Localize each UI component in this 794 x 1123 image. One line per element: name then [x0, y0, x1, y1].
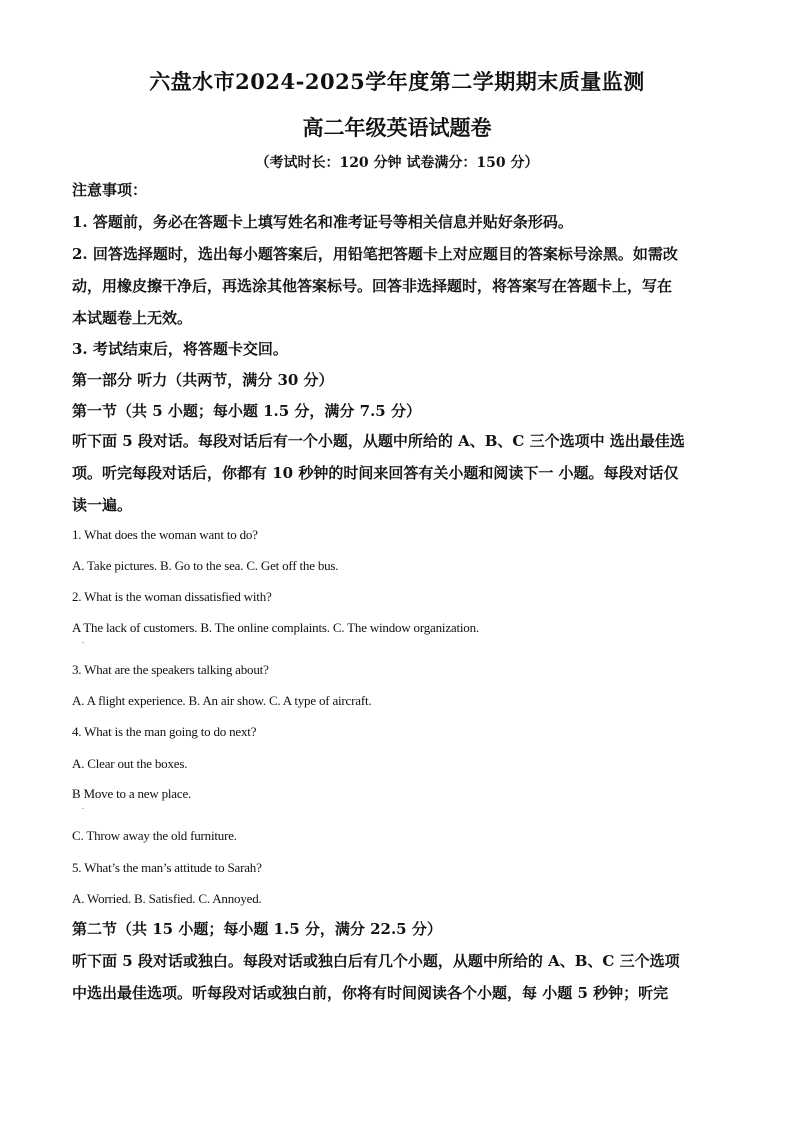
- instruction-line: 中选出最佳选项。听每段对话或独白前，你将有时间阅读各个小题，每 小题 5 秒钟；听完: [72, 984, 669, 1002]
- instruction-line: 听下面 5 段对话。每段对话后有一个小题，从题中所给的 A、B、C 三个选项中 选出最佳选: [72, 432, 685, 450]
- question-2-stem: 2. What is the woman dissatisfied with?: [72, 589, 272, 604]
- exam-subtitle-grade: 高二年级英语试题卷: [302, 115, 492, 140]
- note-item-2-line: 2. 回答选择题时，选出每小题答案后，用铅笔把答题卡上对应题目的答案标号涂黑。如需改: [72, 245, 678, 263]
- section2-heading: 第二节（共 15 小题；每小题 1.5 分，满分 22.5 分）: [72, 920, 442, 938]
- note-item-2: [72, 238, 722, 334]
- question-5-options: A. Worried. B. Satisfied. C. Annoyed.: [72, 891, 262, 906]
- instruction-line: 读一遍。: [72, 496, 133, 514]
- question-3-options: A. A flight experience. B. An air show. C. A type of aircraft.: [72, 693, 372, 708]
- stray-mark: .: [82, 636, 84, 645]
- note-item-2-line: 本试题卷上无效。: [72, 309, 193, 327]
- note-item-3: 3. 考试结束后，将答题卡交回。: [72, 340, 288, 358]
- note-item-1: 1. 答题前，务必在答题卡上填写姓名和准考证号等相关信息并贴好条形码。: [72, 213, 573, 231]
- question-4-option-b: B Move to a new place.: [72, 786, 192, 801]
- question-3-stem: 3. What are the speakers talking about?: [72, 662, 269, 677]
- notes-heading: 注意事项：: [72, 181, 148, 199]
- question-1-options: A. Take pictures. B. Go to the sea. C. Get off the bus.: [72, 558, 339, 573]
- stray-mark: .: [82, 802, 84, 811]
- section1-instructions: [72, 425, 722, 521]
- question-4-stem: 4. What is the man going to do next?: [72, 724, 257, 739]
- question-5-stem: 5. What’s the man’s attitude to Sarah?: [72, 860, 262, 875]
- question-4-option-c: C. Throw away the old furniture.: [72, 828, 237, 843]
- question-1-stem: 1. What does the woman want to do?: [72, 527, 258, 542]
- question-2-options: A The lack of customers. B. The online complaints. C. The window organization.: [72, 620, 479, 635]
- part1-heading: 第一部分 听力（共两节，满分 30 分）: [72, 371, 334, 389]
- exam-title: 六盘水市2024-2025学年度第二学期期末质量监测: [149, 69, 645, 94]
- note-item-2-line: 动，用橡皮擦干净后，再选涂其他答案标号。回答非选择题时，将答案写在答题卡上，写在: [72, 277, 673, 295]
- instruction-line: 项。听完每段对话后，你都有 10 秒钟的时间来回答有关小题和阅读下一 小题。每段对话仅: [72, 464, 679, 482]
- question-4-option-a: A. Clear out the boxes.: [72, 756, 188, 771]
- section2-instructions: [72, 945, 722, 1009]
- instruction-line: 听下面 5 段对话或独白。每段对话或独白后有几个小题，从题中所给的 A、B、C 三个选项: [72, 952, 680, 970]
- section1-heading: 第一节（共 5 小题；每小题 1.5 分，满分 7.5 分）: [72, 402, 421, 420]
- exam-duration-info: （考试时长：120 分钟 试卷满分：150 分）: [255, 155, 539, 171]
